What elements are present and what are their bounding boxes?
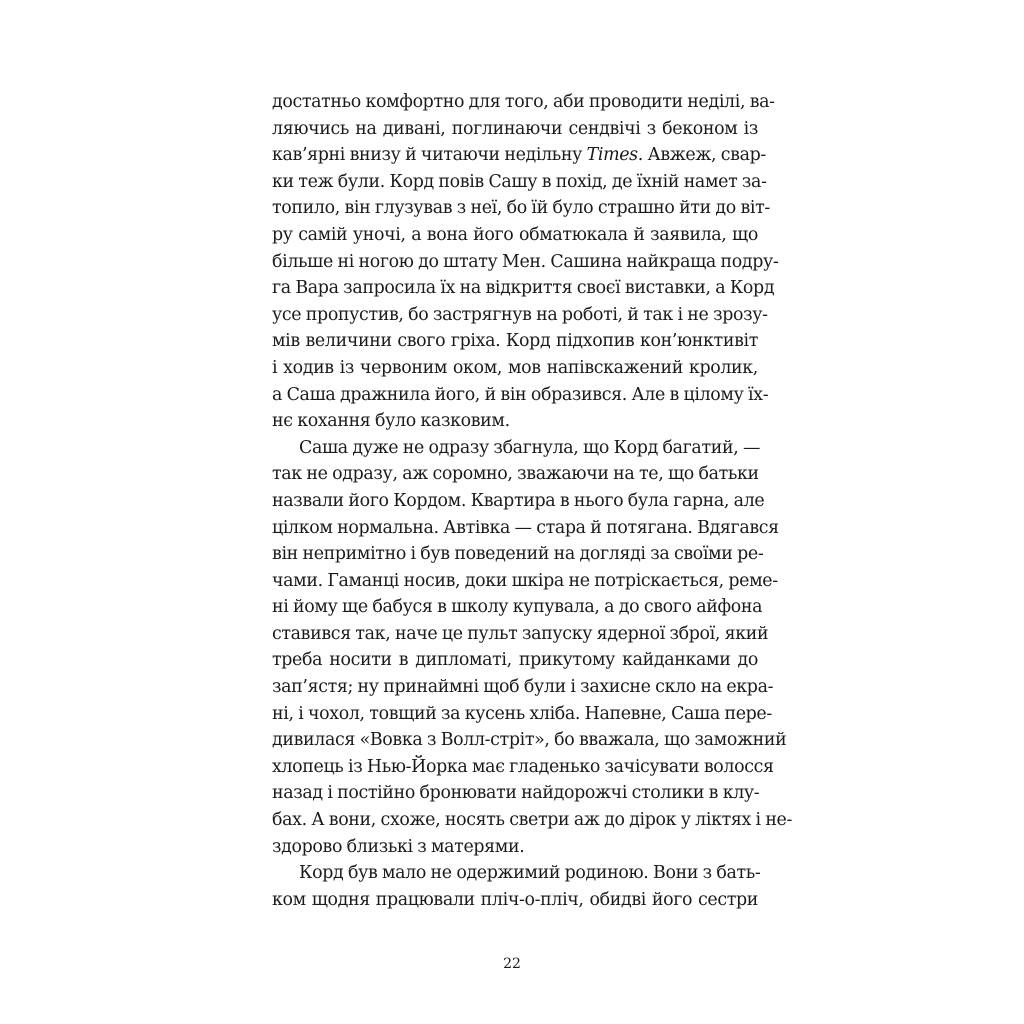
text-line: га Вара запросила їх на відкриття своєї виставки, а Корд <box>272 278 775 299</box>
text-line: так не одразу, аж соромно, зважаючи на те, що батьки <box>272 464 759 485</box>
text-line: хлопець із Нью-Йорка має гладенько зачісувати волосся <box>272 756 774 777</box>
paragraph <box>272 89 779 435</box>
text-line: назвали його Кордом. Квартира в нього була гарна, але <box>272 490 765 511</box>
text-line: Корд був мало не одержимий родиною. Вони з бать- <box>299 863 761 884</box>
text-line: бах. А вони, схоже, носять светри аж до дірок у ліктях і не- <box>272 810 793 831</box>
text-line: достатньо комфортно для того, аби проводити неділі, ва- <box>272 92 775 112</box>
text-line: а Саша дражнила його, й він образився. Але в цілому їх- <box>272 384 769 405</box>
text-line: нє кохання було казковим. <box>272 411 510 432</box>
text-line: цілком нормальна. Автівка — стара й потягана. Вдягався <box>272 517 779 538</box>
text-line: чами. Гаманці носив, доки шкіра не потріскається, ремe- <box>272 570 778 591</box>
paragraph <box>272 860 761 913</box>
text-line: і ходив із червоним оком, мов напівскажений кролик, <box>272 357 758 378</box>
text-line <box>272 142 766 169</box>
text-line: назад і постійно бронювати найдорожчі столики в клу- <box>272 783 760 804</box>
text-line: ні, і чохол, товщий за кусень хліба. Напевне, Саша пере- <box>272 703 772 724</box>
text-line: Саша дуже не одразу збагнула, що Корд багатий, — <box>299 437 760 458</box>
text-line: здорово близькі з матерями. <box>272 836 525 857</box>
text-line: він непримітно і був поведений на догляді за своїми ре- <box>272 544 764 565</box>
italic-title: Times <box>586 145 638 166</box>
text-line: ру самій уночі, а вона його обматюкала й заявила, що <box>272 224 758 245</box>
text-line: мів величини свого гріха. Корд підхопив кон’юнктивіт <box>272 331 758 352</box>
page-number: 22 <box>503 956 521 972</box>
text-line: усе пропустив, бо застрягнув на роботі, й так і не зрозу- <box>272 304 768 325</box>
text-line: ставився так, наче це пульт запуску ядерної зброї, який <box>272 623 769 644</box>
text-fragment: кав’ярні внизу й читаючи недільну <box>272 145 583 166</box>
text-line: більше ні ногою до штату Мен. Сашина найкраща подру- <box>272 251 779 272</box>
text-line: ки теж були. Корд повів Сашу в похід, де їхній намет за- <box>272 171 767 192</box>
text-line: ком щодня працювали пліч-о-пліч, обидві його сестри <box>272 889 758 910</box>
text-line: ляючись на дивані, поглинаючи сендвічі з беконом із <box>272 118 758 139</box>
text-line: топило, він глузував з неї, бо їй було страшно йти до віт- <box>272 198 770 219</box>
text-line: дивилася «Вовка з Волл-стріт», бо вважала, що заможний <box>272 730 787 751</box>
text-fragment: . Авжеж, свар- <box>637 145 766 166</box>
text-line: ні йому ще бабуся в школу купувала, а до свого айфона <box>272 597 763 618</box>
body-text <box>272 89 793 913</box>
text-line: зап’ястя; ну принаймні щоб були і захисне скло на екра- <box>272 677 774 698</box>
text-line: треба носити в дипломаті, прикутому кайданками до <box>272 650 758 671</box>
paragraph <box>272 435 793 861</box>
